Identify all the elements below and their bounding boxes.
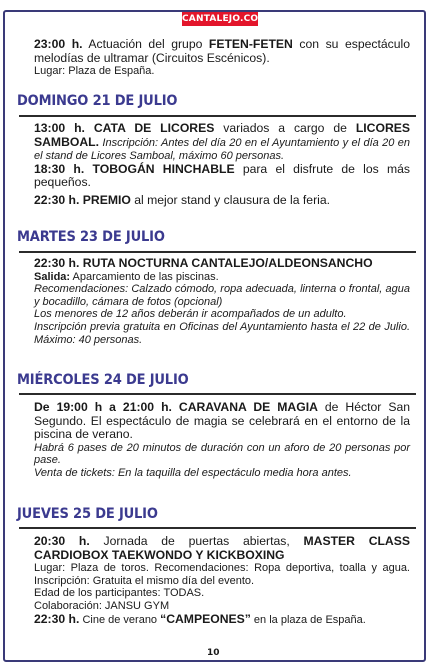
thursday-e2-title: “CAMPEONES” (160, 611, 251, 626)
wednesday-tickets: Venta de tickets: En la taquilla del espectáculo media hora antes. (34, 466, 352, 479)
intro-text (34, 38, 410, 65)
thursday-e1-text: Jornada de puertas abiertas, (89, 534, 304, 548)
divider (19, 115, 416, 117)
tuesday-exit (34, 271, 410, 284)
tuesday-title-line (34, 257, 410, 271)
sunday-e1-sponsor: LICORES SAMBOAL. (34, 121, 410, 149)
wednesday-text: de Héctor San Segundo. El espectáculo de magia se celebrará en el entorno de la piscina de verano. (34, 400, 411, 442)
thursday-event-1 (34, 535, 410, 562)
tuesday-recommendations: Recomendaciones: Calzado cómodo, ropa adecuada, linterna o frontal, agua y bocadillo, cámara de fotos (opcional) (34, 283, 410, 308)
tuesday-exit-text: Aparcamiento de las piscinas. (70, 270, 219, 283)
thursday-e2-time: 22:30 h. (34, 611, 80, 626)
sunday-e3-time: 22:30 h. (34, 192, 80, 207)
sunday-e1-mid: variados a cargo de (214, 121, 356, 135)
intro-time: 23:00 h. (34, 37, 83, 51)
sunday-e2-text: para el disfrute de los más pequeños. (34, 161, 411, 190)
sunday-e2-time: 18:30 h. (34, 161, 85, 176)
tuesday-time: 22:30 h. (34, 256, 80, 270)
thursday-e2-after: en la plaza de España. (250, 613, 366, 626)
page-number: 10 (207, 648, 220, 658)
heading-thursday: JUEVES 25 DE JULIO (17, 506, 158, 522)
sunday-e1-note: Inscripción: Antes del día 20 en el Ayuntamiento y el día 20 en el stand de Licores Samboal, máximo 60 personas. (34, 136, 410, 163)
tuesday-exit-label: Salida: (34, 270, 71, 283)
thursday-e1-details: Lugar: Plaza de toros. Recomendaciones: Ropa deportiva, toalla y agua. Inscripción: Gratuita el mismo día del evento. (34, 562, 410, 587)
sunday-e1-time: 13:00 h. (34, 121, 85, 135)
divider (19, 393, 416, 395)
intro-event (34, 38, 410, 78)
thursday-e1-title: MASTER CLASS CARDIOBOX TAEKWONDO Y KICKBOXING (34, 534, 410, 562)
thursday-ages: Edad de los participantes: TODAS. (34, 587, 205, 600)
thursday-collab: Colaboración: JANSU GYM (34, 599, 170, 612)
wednesday-title: CARAVANA DE MAGIA (178, 400, 318, 414)
sunday-e3-text: al mejor stand y clausura de la feria. (130, 192, 331, 207)
sunday-event-2 (34, 163, 410, 190)
thursday-e2-text: Cine de verano (79, 613, 161, 626)
tuesday-event (34, 257, 410, 346)
thursday-event-2 (34, 613, 410, 627)
tuesday-registration: Inscripción previa gratuita en Oficinas del Ayuntamiento hasta el 22 de Julio. Máximo: 40 personas. (34, 320, 410, 346)
wednesday-event (34, 401, 410, 480)
heading-sunday: DOMINGO 21 DE JULIO (17, 93, 178, 109)
divider (19, 251, 416, 253)
thursday-e1-time: 20:30 h. (34, 534, 90, 548)
intro-group: FETEN-FETEN (208, 37, 293, 51)
heading-tuesday: MARTES 23 DE JULIO (17, 229, 165, 245)
thursday-events (34, 535, 410, 626)
tuesday-title: RUTA NOCTURNA CANTALEJO/ALDEONSANCHO (82, 256, 373, 270)
wednesday-time: De 19:00 h a 21:00 h. (34, 400, 172, 414)
heading-wednesday: MIÉRCOLES 24 DE JULIO (17, 372, 189, 388)
divider (19, 527, 416, 529)
tuesday-minors: Los menores de 12 años deberán ir acompañados de un adulto. (34, 308, 347, 321)
intro-text-before: Actuación del grupo (82, 37, 209, 51)
wednesday-description (34, 401, 410, 442)
wednesday-passes: Habrá 6 pases de 20 minutos de duración con un aforo de 20 personas por pase. (34, 441, 410, 467)
sunday-event-3 (34, 194, 410, 208)
intro-place: Lugar: Plaza de España. (34, 65, 155, 78)
site-stamp-logo: CANTALEJO.COM (182, 14, 268, 24)
sunday-e3-title: PREMIO (82, 192, 131, 207)
sunday-e1-title: CATA DE LICORES (93, 121, 215, 135)
sunday-event-1 (34, 122, 410, 163)
sunday-e2-title: TOBOGÁN HINCHABLE (92, 161, 235, 176)
sunday-events (34, 122, 410, 208)
intro-text-after: con su espectáculo melodías de ultramar (Circuitos Escénicos). (34, 37, 410, 65)
